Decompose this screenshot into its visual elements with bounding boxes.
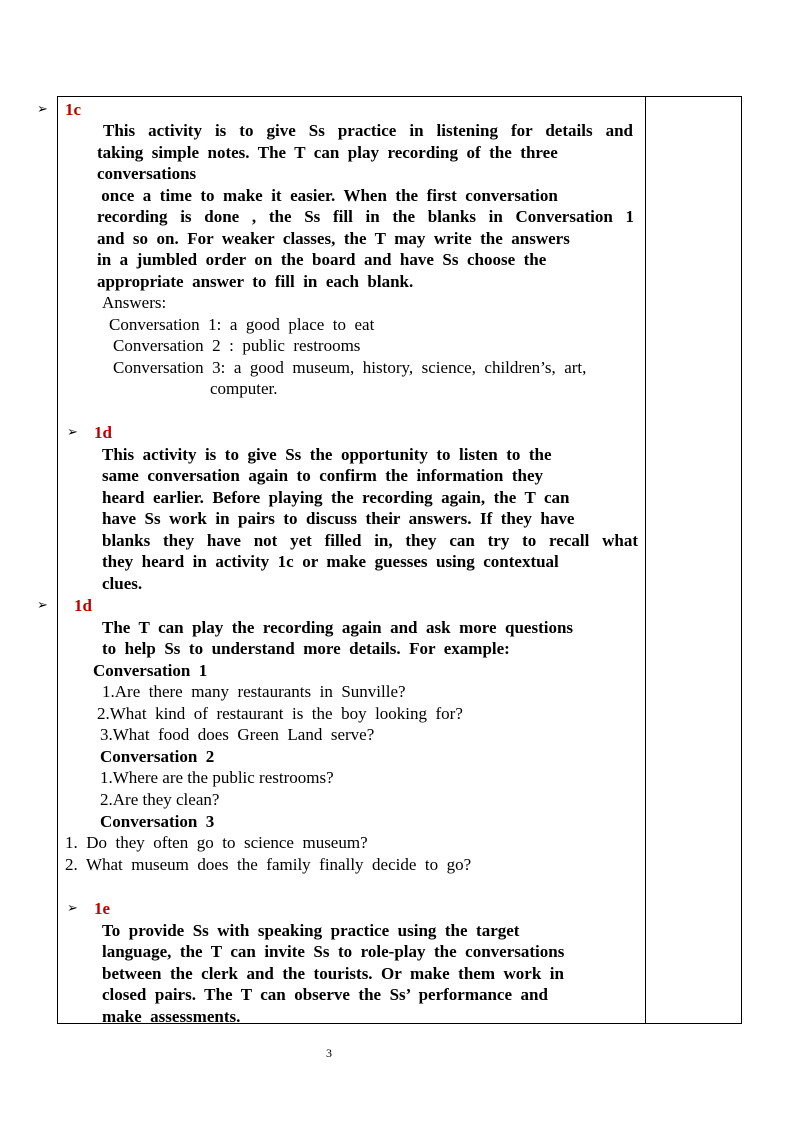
- question-item: 2. What museum does the family finally decide to go?: [65, 855, 472, 874]
- paragraph-line: in a jumbled order on the board and have Ss choose the: [97, 250, 547, 269]
- answer-item: Conversation 3: a good museum, history, science, children’s, art,: [113, 358, 587, 377]
- question-item: 3.What food does Green Land serve?: [100, 725, 375, 744]
- section-heading-1d: 1d: [94, 423, 112, 442]
- paragraph-line: make assessments.: [102, 1007, 241, 1026]
- answer-item: Conversation 2 : public restrooms: [113, 336, 361, 355]
- conversation-title: Conversation 2: [100, 747, 215, 766]
- bullet-arrow-icon: ➢: [37, 598, 48, 613]
- answer-item: Conversation 1: a good place to eat: [109, 315, 375, 334]
- paragraph-line: blanks they have not yet filled in, they can try to recall what: [102, 531, 638, 550]
- section-heading-1c: 1c: [65, 100, 82, 119]
- paragraph-line: This activity is to give Ss practice in listening for details and: [103, 121, 633, 140]
- paragraph-line: same conversation again to confirm the information they: [102, 466, 544, 485]
- paragraph-line: To provide Ss with speaking practice using the target: [102, 921, 520, 940]
- paragraph-line: once a time to make it easier. When the first conversation: [97, 186, 558, 205]
- answers-label: Answers:: [102, 293, 167, 312]
- paragraph-line: heard earlier. Before playing the recording again, the T can: [102, 488, 570, 507]
- paragraph-line: conversations: [97, 164, 197, 183]
- conversation-title: Conversation 3: [100, 812, 215, 831]
- paragraph-line: This activity is to give Ss the opportunity to listen to the: [102, 445, 552, 464]
- bullet-arrow-icon: ➢: [67, 901, 78, 916]
- section-heading-1d-followup: 1d: [74, 596, 92, 615]
- paragraph-line: between the clerk and the tourists. Or make them work in: [102, 964, 564, 983]
- question-item: 1. Do they often go to science museum?: [65, 833, 368, 852]
- paragraph-line: have Ss work in pairs to discuss their answers. If they have: [102, 509, 575, 528]
- section-heading-1e: 1e: [94, 899, 111, 918]
- paragraph-line: recording is done , the Ss fill in the blanks in Conversation 1: [97, 207, 634, 226]
- paragraph-line: The T can play the recording again and ask more questions: [102, 618, 574, 637]
- bullet-arrow-icon: ➢: [37, 102, 48, 117]
- page-number: 3: [326, 1046, 332, 1060]
- question-item: 2.What kind of restaurant is the boy looking for?: [97, 704, 463, 723]
- bullet-arrow-icon: ➢: [67, 425, 78, 440]
- table-column-divider: [645, 96, 646, 1024]
- paragraph-line: to help Ss to understand more details. For example:: [102, 639, 510, 658]
- paragraph-line: taking simple notes. The T can play recording of the three: [97, 143, 558, 162]
- paragraph-line: they heard in activity 1c or make guesses using contextual: [102, 552, 559, 571]
- paragraph-line: clues.: [102, 574, 143, 593]
- question-item: 1.Are there many restaurants in Sunville?: [102, 682, 406, 701]
- paragraph-line: and so on. For weaker classes, the T may write the answers: [97, 229, 570, 248]
- question-item: 1.Where are the public restrooms?: [100, 768, 334, 787]
- conversation-title: Conversation 1: [93, 661, 208, 680]
- paragraph-line: appropriate answer to fill in each blank.: [97, 272, 414, 291]
- question-item: 2.Are they clean?: [100, 790, 220, 809]
- paragraph-line: language, the T can invite Ss to role-play the conversations: [102, 942, 565, 961]
- answer-item: computer.: [210, 379, 278, 398]
- paragraph-line: closed pairs. The T can observe the Ss’ performance and: [102, 985, 548, 1004]
